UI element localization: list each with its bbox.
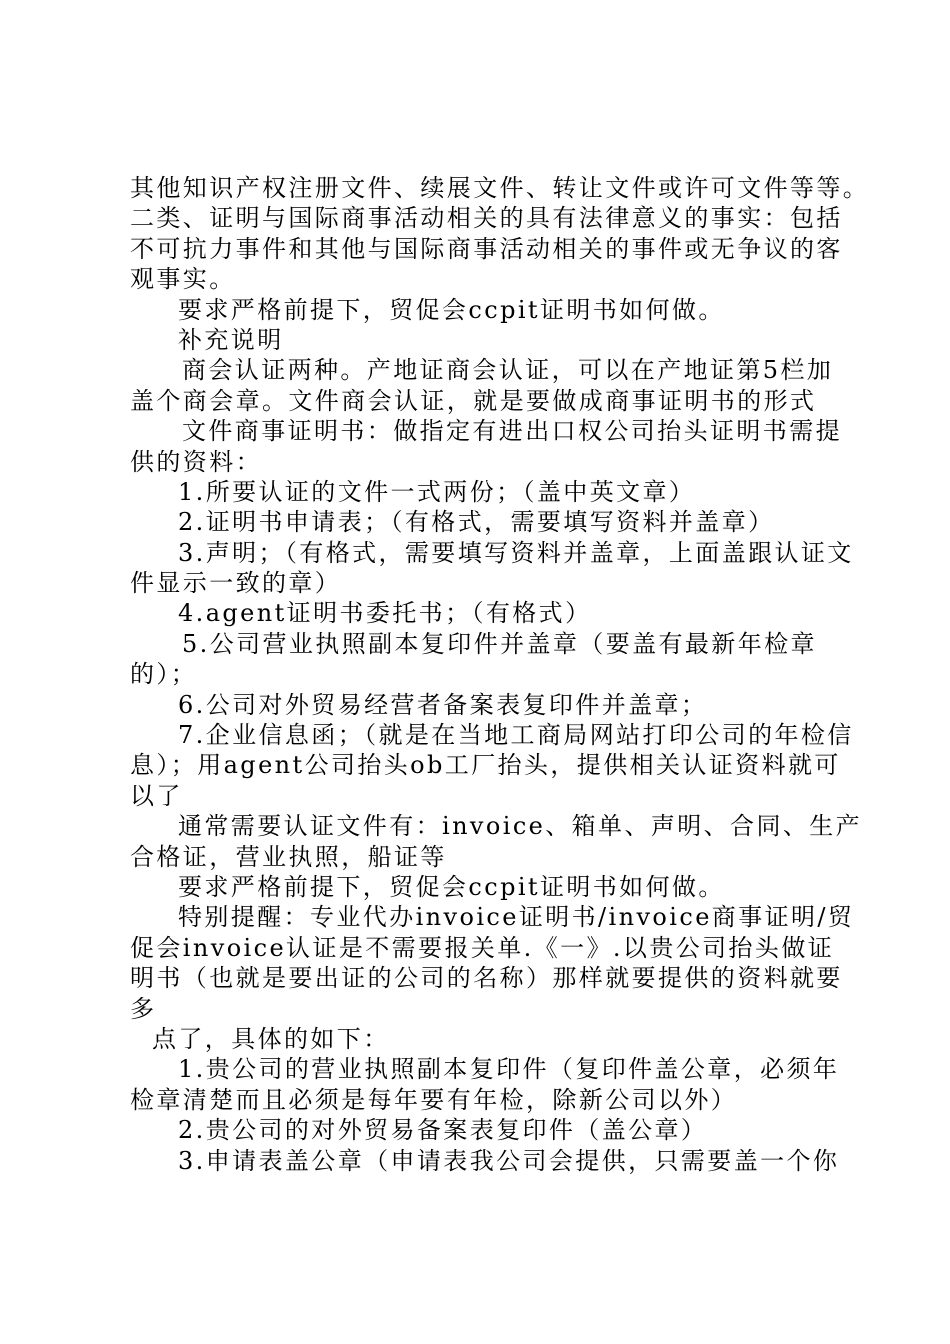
text-line: 不可抗力事件和其他与国际商事活动相关的事件或无争议的客: [130, 234, 843, 263]
text-line: 6.公司对外贸易经营者备案表复印件并盖章；: [178, 690, 708, 719]
text-line: 5.公司营业执照副本复印件并盖章（要盖有最新年检章: [182, 629, 817, 658]
text-line: 4.agent证明书委托书；（有格式）: [178, 599, 592, 628]
text-line: 要求严格前提下，贸促会ccpit证明书如何做。: [178, 295, 725, 324]
text-line: 文件商事证明书：做指定有进出口权公司抬头证明书需提: [182, 417, 842, 446]
text-line: 明书（也就是要出证的公司的名称）那样就要提供的资料就要: [130, 964, 843, 993]
text-line: 件显示一致的章）: [130, 569, 342, 598]
text-line: 其他知识产权注册文件、续展文件、转让文件或许可文件等等。: [130, 174, 870, 202]
text-line: 盖个商会章。文件商会认证，就是要做成商事证明书的形式: [130, 386, 817, 415]
text-line: 二类、证明与国际商事活动相关的具有法律意义的事实：包括: [130, 204, 843, 233]
text-line: 1.所要认证的文件一式两份；（盖中英文章）: [178, 477, 696, 506]
document-body: [130, 173, 870, 1176]
text-line: 2.贵公司的对外贸易备案表复印件（盖公章）: [178, 1116, 708, 1145]
text-line: 2.证明书申请表；（有格式，需要填写资料并盖章）: [178, 508, 775, 537]
text-line: 点了，具体的如下：: [152, 1024, 390, 1053]
text-line: 特别提醒：专业代办invoice证明书/invoice商事证明/贸: [178, 903, 855, 932]
text-line: 要求严格前提下，贸促会ccpit证明书如何做。: [178, 872, 725, 901]
text-line: 促会invoice认证是不需要报关单.《一》.以贵公司抬头做证: [130, 933, 835, 962]
text-line: 3.声明；（有格式，需要填写资料并盖章，上面盖跟认证文: [178, 538, 854, 567]
text-line: 商会认证两种。产地证商会认证，可以在产地证第5栏加: [182, 356, 834, 385]
text-line: 通常需要认证文件有：invoice、箱单、声明、合同、生产: [178, 812, 863, 841]
text-line: 息）；用agent公司抬头ob工厂抬头，提供相关认证资料就可: [130, 751, 841, 780]
text-line: 以了: [130, 781, 183, 810]
text-line: 的）；: [130, 660, 198, 689]
text-line: 1.贵公司的营业执照副本复印件（复印件盖公章，必须年: [178, 1055, 840, 1084]
text-line: 3.申请表盖公章（申请表我公司会提供，只需要盖一个你: [178, 1146, 840, 1175]
text-line: 观事实。: [130, 265, 236, 294]
text-line: 供的资料：: [130, 447, 262, 476]
text-line: 补充说明: [178, 325, 284, 354]
text-line: 7.企业信息函；（就是在当地工商局网站打印公司的年检信: [178, 721, 854, 750]
text-line: 合格证，营业执照，船证等: [130, 842, 447, 871]
text-line: 检章清楚而且必须是每年要有年检，除新公司以外）: [130, 1085, 738, 1114]
text-line: 多: [130, 994, 157, 1023]
